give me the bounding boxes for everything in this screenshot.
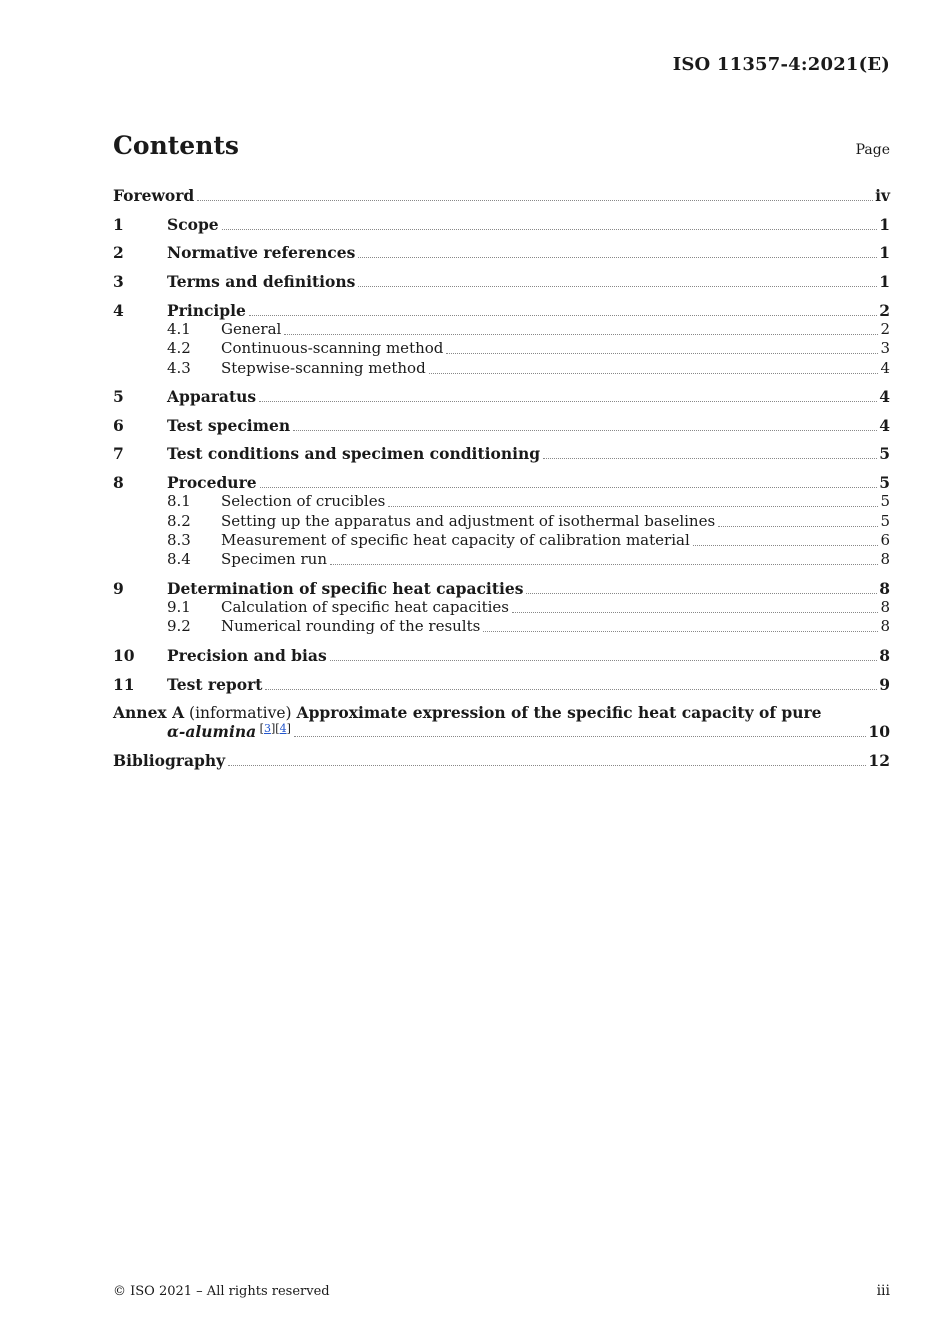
toc-entry-title: Determination of specific heat capacities xyxy=(167,578,524,598)
reference-link-4[interactable]: 4 xyxy=(279,722,287,736)
toc-entry-number: 3 xyxy=(113,272,124,292)
dot-leader xyxy=(483,631,878,632)
toc-entry-title: Foreword xyxy=(113,186,195,206)
toc-entry-page: 4 xyxy=(879,387,890,407)
annex-title: Approximate expression of the specific heat capacity of pure xyxy=(296,702,822,722)
toc-entry[interactable] xyxy=(113,444,890,463)
toc-entry-page: 9 xyxy=(879,674,890,694)
toc-entry-number: 1 xyxy=(113,214,124,234)
toc-entry-number: 4.3 xyxy=(167,358,191,377)
toc-entry-page: 3 xyxy=(880,339,890,358)
toc-entry[interactable] xyxy=(113,492,890,511)
dot-leader xyxy=(429,373,879,374)
toc-entry-title: Test report xyxy=(167,674,263,694)
annex-references: [3][4] xyxy=(256,722,291,736)
toc-entry-title: Scope xyxy=(167,214,219,234)
toc-entry-number: 5 xyxy=(113,387,124,407)
toc-entry-title: Normative references xyxy=(167,243,356,263)
dot-leader xyxy=(358,257,877,258)
toc-entry-page: 6 xyxy=(880,530,890,549)
dot-leader xyxy=(330,660,878,661)
toc-entry-page: 5 xyxy=(880,492,890,511)
toc-entry[interactable] xyxy=(113,215,890,234)
toc-entry-number: 6 xyxy=(113,415,124,435)
dot-leader xyxy=(718,526,878,527)
toc-entry[interactable] xyxy=(113,415,890,434)
toc-entry[interactable] xyxy=(113,358,890,377)
toc-entry-page: 8 xyxy=(880,598,890,617)
toc-entry[interactable] xyxy=(113,674,890,693)
toc-entry-title: Setting up the apparatus and adjustment of isothermal baselines xyxy=(221,511,716,530)
toc-entry-page: 1 xyxy=(879,272,890,292)
toc-entry-title: Calculation of specific heat capacities xyxy=(221,598,509,617)
toc-entry-title xyxy=(167,719,291,741)
toc-entry-number: 4.1 xyxy=(167,319,191,338)
toc-entry[interactable] xyxy=(113,473,890,492)
toc-entry-page: iv xyxy=(875,186,890,206)
toc-entry[interactable] xyxy=(113,300,890,319)
toc-entry[interactable] xyxy=(113,320,890,339)
toc-entry-page: 8 xyxy=(880,617,890,636)
toc-entry-number: 9.2 xyxy=(167,617,191,636)
page-title: Contents xyxy=(113,131,240,160)
dot-leader xyxy=(358,286,877,287)
toc-entry-title: Precision and bias xyxy=(167,645,327,665)
copyright-notice: © ISO 2021 – All rights reserved xyxy=(113,1284,330,1299)
dot-leader xyxy=(388,506,878,507)
annex-title-line-2 xyxy=(113,722,890,741)
toc-entry-annex-a[interactable] xyxy=(113,703,890,742)
toc-entry[interactable] xyxy=(113,387,890,406)
toc-entry[interactable] xyxy=(113,186,890,205)
toc-entry-page: 2 xyxy=(880,319,890,338)
toc-entry-number: 8.2 xyxy=(167,511,191,530)
dot-leader xyxy=(249,315,877,316)
toc-entry-number: 10 xyxy=(113,645,135,665)
toc-entry-title: Stepwise-scanning method xyxy=(221,358,426,377)
toc-entry-title: Bibliography xyxy=(113,750,226,770)
toc-entry-number: 8.4 xyxy=(167,550,191,569)
toc-entry-title: Numerical rounding of the results xyxy=(221,617,481,636)
toc-entry-title: Continuous-scanning method xyxy=(221,339,444,358)
dot-leader xyxy=(446,353,878,354)
toc-entry[interactable] xyxy=(113,511,890,530)
toc-entry-page: 4 xyxy=(879,415,890,435)
toc-entry-title: Principle xyxy=(167,300,246,320)
toc-entry-number: 9.1 xyxy=(167,598,191,617)
toc-entry[interactable] xyxy=(113,550,890,569)
toc-entry-page: 5 xyxy=(880,511,890,530)
toc-entry-number: 8.1 xyxy=(167,492,191,511)
toc-entry-title: Specimen run xyxy=(221,550,327,569)
toc-entry-title: Test conditions and specimen conditioning xyxy=(167,444,541,464)
toc-entry-number: 8 xyxy=(113,472,124,492)
toc-entry-title: General xyxy=(221,319,282,338)
dot-leader xyxy=(293,430,877,431)
document-id-header: ISO 11357-4:2021(E) xyxy=(672,54,890,75)
annex-title-continued: α-alumina xyxy=(167,722,257,742)
toc-entry-number: 9 xyxy=(113,578,124,598)
dot-leader xyxy=(526,593,877,594)
toc-entry-page: 12 xyxy=(868,750,890,770)
toc-entry[interactable] xyxy=(113,272,890,291)
dot-leader xyxy=(259,401,877,402)
toc-entry-number: 11 xyxy=(113,674,135,694)
dot-leader xyxy=(260,487,878,488)
toc-entry-page: 4 xyxy=(880,358,890,377)
toc-entry[interactable] xyxy=(113,531,890,550)
toc-entry-number: 4.2 xyxy=(167,339,191,358)
toc-entry-page: 2 xyxy=(879,300,890,320)
dot-leader xyxy=(693,545,879,546)
toc-entry-bibliography[interactable] xyxy=(113,751,890,770)
toc-entry[interactable] xyxy=(113,646,890,665)
annex-label: Annex A xyxy=(113,702,185,722)
toc-entry-title: Procedure xyxy=(167,472,257,492)
toc-entry[interactable] xyxy=(113,617,890,636)
toc-entry[interactable] xyxy=(113,578,890,597)
toc-entry-number: 4 xyxy=(113,300,124,320)
dot-leader xyxy=(228,765,866,766)
dot-leader xyxy=(330,564,878,565)
toc-entry-page: 5 xyxy=(879,444,890,464)
dot-leader xyxy=(265,689,877,690)
toc-entry-title: Selection of crucibles xyxy=(221,492,386,511)
dot-leader xyxy=(543,458,877,459)
toc-entry-number: 2 xyxy=(113,243,124,263)
toc-entry-title: Apparatus xyxy=(167,387,257,407)
dot-leader xyxy=(222,229,878,230)
toc-entry-page: 10 xyxy=(868,722,890,742)
toc-entry-title: Terms and definitions xyxy=(167,272,356,292)
toc-entry-page: 5 xyxy=(879,472,890,492)
dot-leader xyxy=(197,200,873,201)
annex-type: (informative) xyxy=(189,703,292,722)
reference-link-3[interactable]: 3 xyxy=(263,722,271,736)
toc-entry-number: 8.3 xyxy=(167,530,191,549)
toc-entry-title: Test specimen xyxy=(167,415,291,435)
toc-entry-number: 7 xyxy=(113,444,124,464)
toc-entry[interactable] xyxy=(113,339,890,358)
toc-entry-page: 1 xyxy=(879,214,890,234)
toc-entry-page: 1 xyxy=(879,243,890,263)
dot-leader xyxy=(294,736,867,737)
page-number: iii xyxy=(876,1283,890,1299)
toc-entry-page: 8 xyxy=(880,550,890,569)
toc-entry-page: 8 xyxy=(879,645,890,665)
toc-entry-title: Measurement of specific heat capacity of calibration material xyxy=(221,530,690,549)
toc-entry-page: 8 xyxy=(879,578,890,598)
toc-entry[interactable] xyxy=(113,598,890,617)
dot-leader xyxy=(512,612,878,613)
table-of-contents xyxy=(113,186,890,770)
dot-leader xyxy=(284,334,878,335)
toc-entry[interactable] xyxy=(113,243,890,262)
page-column-label: Page xyxy=(855,142,890,158)
